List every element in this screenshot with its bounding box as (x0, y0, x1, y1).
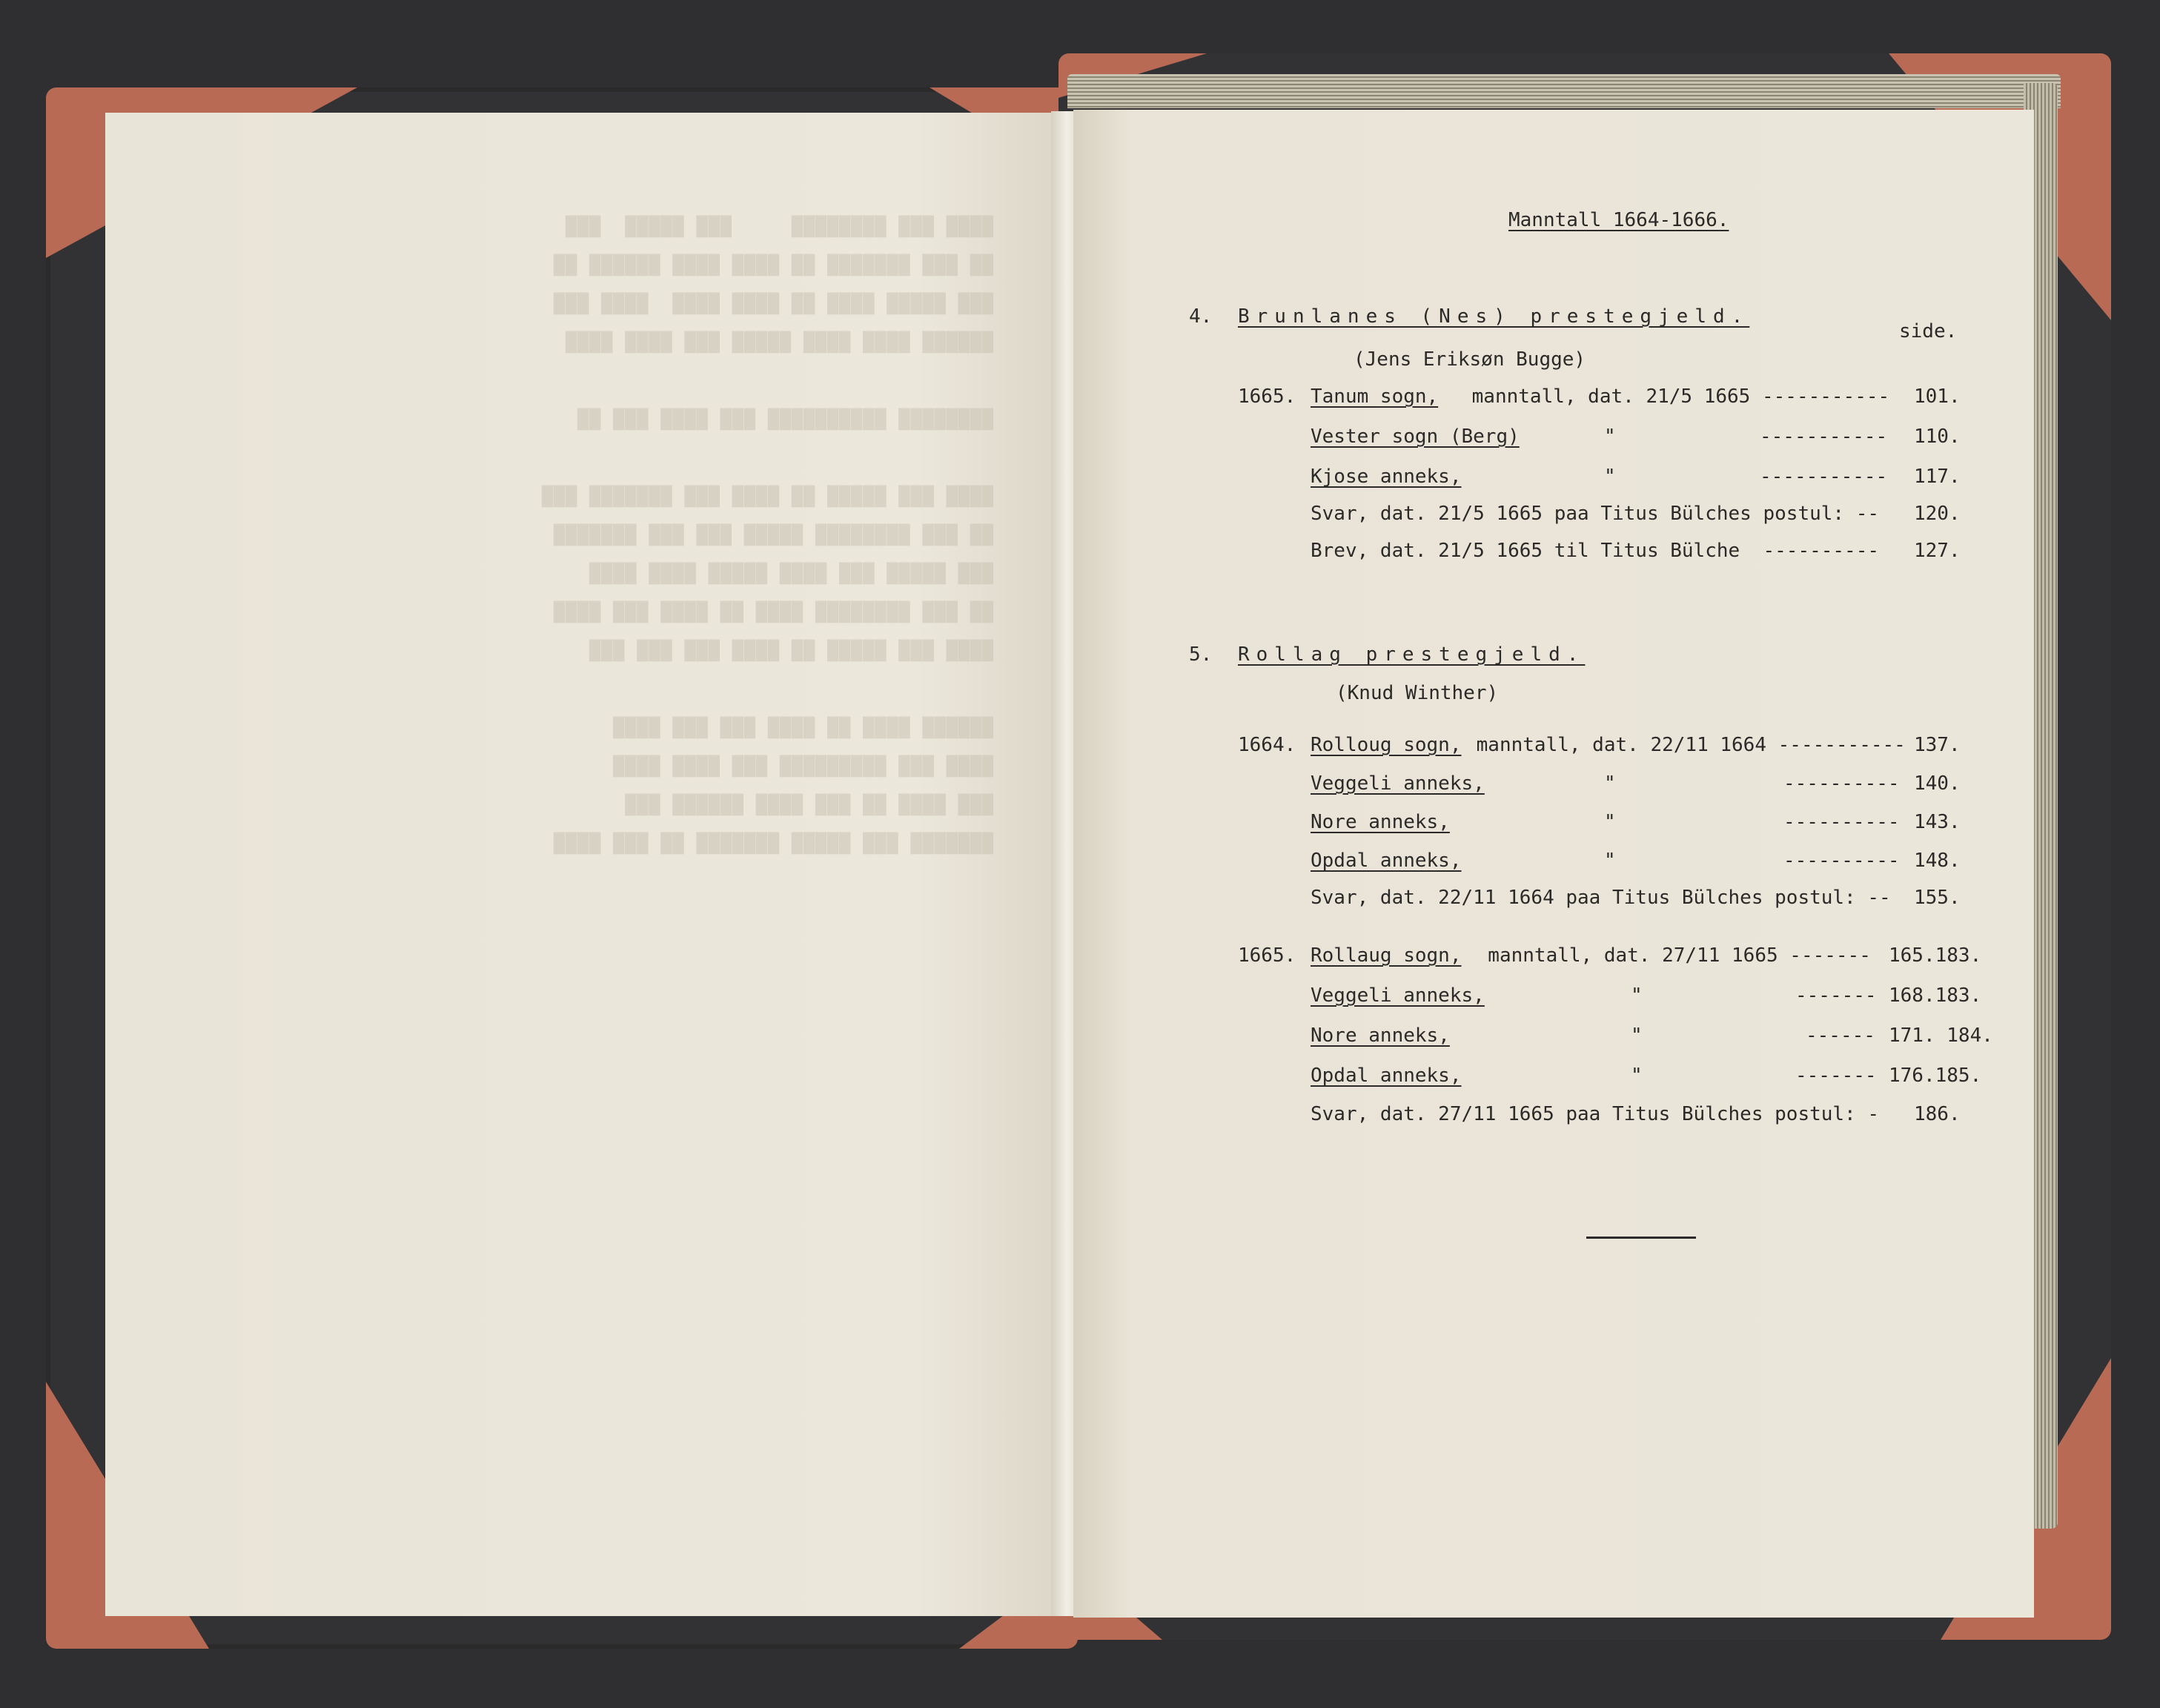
entry-text: ------ (1806, 1025, 1875, 1047)
entry-name: Opdal anneks, (1311, 850, 1462, 872)
entry-page: 140. (1914, 772, 1961, 795)
ditto-mark: " (1604, 811, 1616, 833)
entry-page: 148. (1914, 850, 1961, 872)
entry-name: Vester sogn (Berg) (1311, 426, 1520, 448)
entry-name: Kjose anneks, (1311, 466, 1462, 488)
ditto-mark: " (1604, 772, 1616, 795)
entry-plain: Svar, dat. 27/11 1665 paa Titus Bülches postul: - (1311, 1103, 1880, 1125)
page-block-top (1067, 74, 2061, 108)
section-parish: Rollag prestegjeld. (1238, 643, 1586, 666)
section-number: 4. (1189, 305, 1213, 328)
side-label: side. (1899, 320, 1958, 342)
entry-page: 165.183. (1889, 944, 1982, 967)
entry-text: ---------- (1783, 772, 1900, 795)
entry-page: 137. (1914, 734, 1961, 756)
ditto-mark: " (1631, 1025, 1643, 1047)
entry-text: manntall, dat. 27/11 1665 ------- (1465, 944, 1871, 967)
entry-page: 127. (1914, 540, 1961, 562)
ditto-mark: " (1604, 466, 1616, 488)
entry-text: ----------- (1760, 466, 1888, 488)
ditto-mark: " (1631, 984, 1643, 1007)
entry-text: ------- (1795, 984, 1877, 1007)
entry-year: 1665. (1238, 385, 1296, 408)
entry-year: 1665. (1238, 944, 1296, 967)
entry-page: 110. (1914, 426, 1961, 448)
section-priest: (Jens Eriksøn Bugge) (1354, 348, 1586, 371)
show-through-text: ████ ███ ████████ ███ █████ ███ ██ ███ ███████ ██ ████ ████ ██████ ██ ███ █████ ████ ██ ████ ████ ████ ███ ██████ ████ ████ █████ ███ ████ ████ ████████ ██████████ ███ ████ ███ ██ ████ ███ █████ ██ ████ ███ ███████ ███ ██ ███ ████████ █████ ███ ███ ███████ ███ █████ ███ ████ █████ ████ ████ ██ ███ ████████ ████ ██ ████ ███ ████ ████ ███ █████ ██ ████ ███ ███ ███ ██████ ████ ██ ████ ███ ███ ████ ████ ███ █████████ ███ ████ ████ ███ ████ ██ ███ ████ ██████ ███ ███████ ███ █████ ███████ ██ ███ ████ (541, 216, 993, 854)
entry-page: 117. (1914, 466, 1961, 488)
entry-page: 120. (1914, 503, 1961, 525)
entry-name: Opdal anneks, (1311, 1065, 1462, 1087)
entry-page: 186. (1914, 1103, 1961, 1125)
entry-text: ----------- (1760, 426, 1888, 448)
section-parish: Brunlanes (Nes) prestegjeld. (1238, 305, 1750, 328)
entry-plain: Brev, dat. 21/5 1665 til Titus Bülche ---------- (1311, 540, 1880, 562)
closing-rule (1586, 1237, 1696, 1239)
entry-name: Nore anneks, (1311, 811, 1450, 833)
entry-page: 155. (1914, 887, 1961, 909)
ditto-mark: " (1604, 426, 1616, 448)
entry-plain: Svar, dat. 22/11 1664 paa Titus Bülches postul: -- (1311, 887, 1891, 909)
section-priest: (Knud Winther) (1336, 682, 1499, 704)
section-number: 5. (1189, 643, 1213, 666)
entry-name: Rollaug sogn, (1311, 944, 1462, 967)
ditto-mark: " (1631, 1065, 1643, 1087)
entry-page: 143. (1914, 811, 1961, 833)
entry-plain: Svar, dat. 21/5 1665 paa Titus Bülches postul: -- (1311, 503, 1880, 525)
entry-year: 1664. (1238, 734, 1296, 756)
entry-text: ------- (1795, 1065, 1877, 1087)
entry-text: ---------- (1783, 811, 1900, 833)
entry-name: Rolloug sogn, (1311, 734, 1462, 756)
entry-page: 176.185. (1889, 1065, 1982, 1087)
ditto-mark: " (1604, 850, 1616, 872)
entry-text: manntall, dat. 22/11 1664 ----------- (1465, 734, 1906, 756)
entry-page: 101. (1914, 385, 1961, 408)
entry-name: Tanum sogn, (1311, 385, 1439, 408)
entry-name: Veggeli anneks, (1311, 772, 1485, 795)
entry-page: 171. 184. (1889, 1025, 1993, 1047)
entry-name: Nore anneks, (1311, 1025, 1450, 1047)
entry-text: ---------- (1783, 850, 1900, 872)
page-heading: Manntall 1664-1666. (1508, 209, 1729, 231)
entry-text: manntall, dat. 21/5 1665 ----------- (1460, 385, 1890, 408)
entry-page: 168.183. (1889, 984, 1982, 1007)
entry-name: Veggeli anneks, (1311, 984, 1485, 1007)
